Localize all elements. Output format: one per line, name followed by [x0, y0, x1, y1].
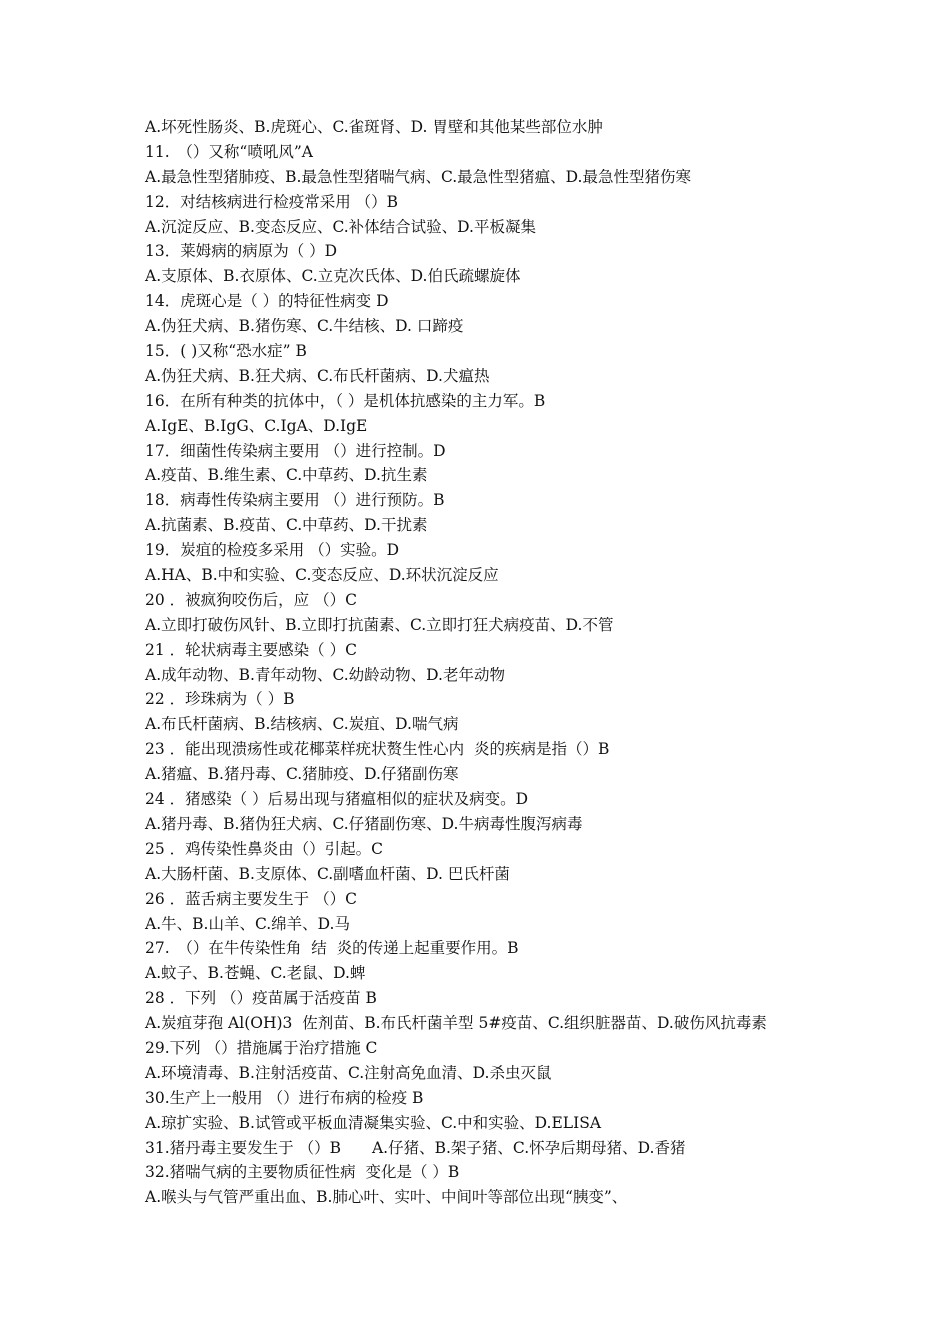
text-line: A.蚊子、B.苍蝇、C.老鼠、D.蜱: [145, 964, 366, 983]
text-line: 16．在所有种类的抗体中，（ ）是机体抗感染的主力军。B: [145, 391, 546, 410]
text-line: 26 ．蓝舌病主要发生于 （）C: [145, 889, 357, 908]
text-line: 31.猪丹毒主要发生于 （）B A.仔猪、B.架子猪、C.怀孕后期母猪、D.香猪: [145, 1138, 686, 1157]
text-line: A.炭疽芽孢 Al(OH)3 佐剂苗、B.布氏杆菌羊型 5#疫苗、C.组织脏器苗、D.破伤风抗毒素: [145, 1014, 767, 1033]
text-line: 27. （）在牛传染性角 结 炎的传递上起重要作用。B: [145, 939, 519, 958]
text-line: A.牛、B.山羊、C.绵羊、D.马: [145, 914, 350, 933]
text-line: A.布氏杆菌病、B.结核病、C.炭疽、D.喘气病: [145, 715, 459, 734]
text-line: 14．虎斑心是（ ）的特征性病变 D: [145, 292, 389, 311]
text-line: 30.生产上一般用 （）进行布病的检疫 B: [145, 1088, 424, 1107]
text-line: 22 ．珍珠病为（ ）B: [145, 690, 295, 709]
text-line: A.坏死性肠炎、B.虎斑心、C.雀斑肾、D. 胃壁和其他某些部位水肿: [145, 118, 603, 136]
text-line: 28 ．下列 （）疫苗属于活疫苗 B: [145, 989, 377, 1008]
text-line: A.伪狂犬病、B.狂犬病、C.布氏杆菌病、D.犬瘟热: [145, 366, 490, 385]
text-line: 11. （）又称“喷吼风”A: [145, 142, 313, 161]
text-line: 29.下列 （）措施属于治疗措施 C: [145, 1038, 378, 1057]
text-line: 18．病毒性传染病主要用 （）进行预防。B: [145, 491, 445, 510]
text-line: A.HA、B.中和实验、C.变态反应、D.环状沉淀反应: [145, 566, 499, 585]
text-line: 32.猪喘气病的主要物质征性病 变化是（ ）B: [145, 1163, 460, 1182]
text-line: A.喉头与气管严重出血、B.肺心叶、实叶、中间叶等部位出现“胰变”、: [145, 1188, 628, 1207]
text-line: A.伪狂犬病、B.猪伤寒、C.牛结核、D. 口蹄疫: [145, 317, 464, 336]
text-line: A.抗菌素、B.疫苗、C.中草药、D.干扰素: [145, 516, 428, 535]
text-line: 15．( )又称“恐水症” B: [145, 342, 307, 361]
text-line: 19．炭疽的检疫多采用 （）实验。D: [145, 541, 400, 560]
text-line: 23 ．能出现溃疡性或花椰菜样疣状赘生性心内 炎的疾病是指（）B: [145, 740, 610, 759]
text-line: 13．莱姆病的病原为（ ）D: [145, 242, 338, 261]
text-line: A.最急性型猪肺疫、B.最急性型猪喘气病、C.最急性型猪瘟、D.最急性型猪伤寒: [145, 167, 691, 186]
text-line: A.环境清毒、B.注射活疫苗、C.注射高免血清、D.杀虫灭鼠: [145, 1063, 552, 1082]
text-line: A.立即打破伤风针、B.立即打抗菌素、C.立即打狂犬病疫苗、D.不管: [145, 615, 614, 634]
text-line: A.支原体、B.衣原体、C.立克次氏体、D.伯氏疏螺旋体: [145, 267, 521, 286]
text-line: A.猪瘟、B.猪丹毒、C.猪肺疫、D.仔猪副伤寒: [145, 765, 459, 784]
text-line: 25 ．鸡传染性鼻炎由（）引起。C: [145, 839, 384, 858]
text-line: A.猪丹毒、B.猪伪狂犬病、C.仔猪副伤寒、D.牛病毒性腹泻病毒: [145, 814, 583, 833]
text-line: A.大肠杆菌、B.支原体、C.副嗜血杆菌、D. 巴氏杆菌: [145, 864, 510, 883]
text-line: A.沉淀反应、B.变态反应、C.补体结合试验、D.平板凝集: [145, 217, 536, 236]
text-line: 20 ．被疯狗咬伤后，应 （）C: [145, 590, 357, 609]
text-line: A.疫苗、B.维生素、C.中草药、D.抗生素: [145, 466, 428, 485]
text-line: 24 ．猪感染（ ）后易出现与猪瘟相似的症状及病变。D: [145, 790, 529, 809]
text-line: 12．对结核病进行检疫常采用 （）B: [145, 192, 399, 211]
text-line: A.成年动物、B.青年动物、C.幼龄动物、D.老年动物: [145, 665, 505, 684]
text-line: A.琼扩实验、B.试管或平板血清凝集实验、C.中和实验、D.ELISA: [145, 1113, 602, 1132]
text-line: 17．细菌性传染病主要用 （）进行控制。D: [145, 441, 446, 460]
text-line: A.IgE、B.IgG、C.IgA、D.IgE: [145, 416, 368, 435]
text-line: 21 ．轮状病毒主要感染（ ）C: [145, 640, 357, 659]
document-body: [145, 115, 925, 1210]
